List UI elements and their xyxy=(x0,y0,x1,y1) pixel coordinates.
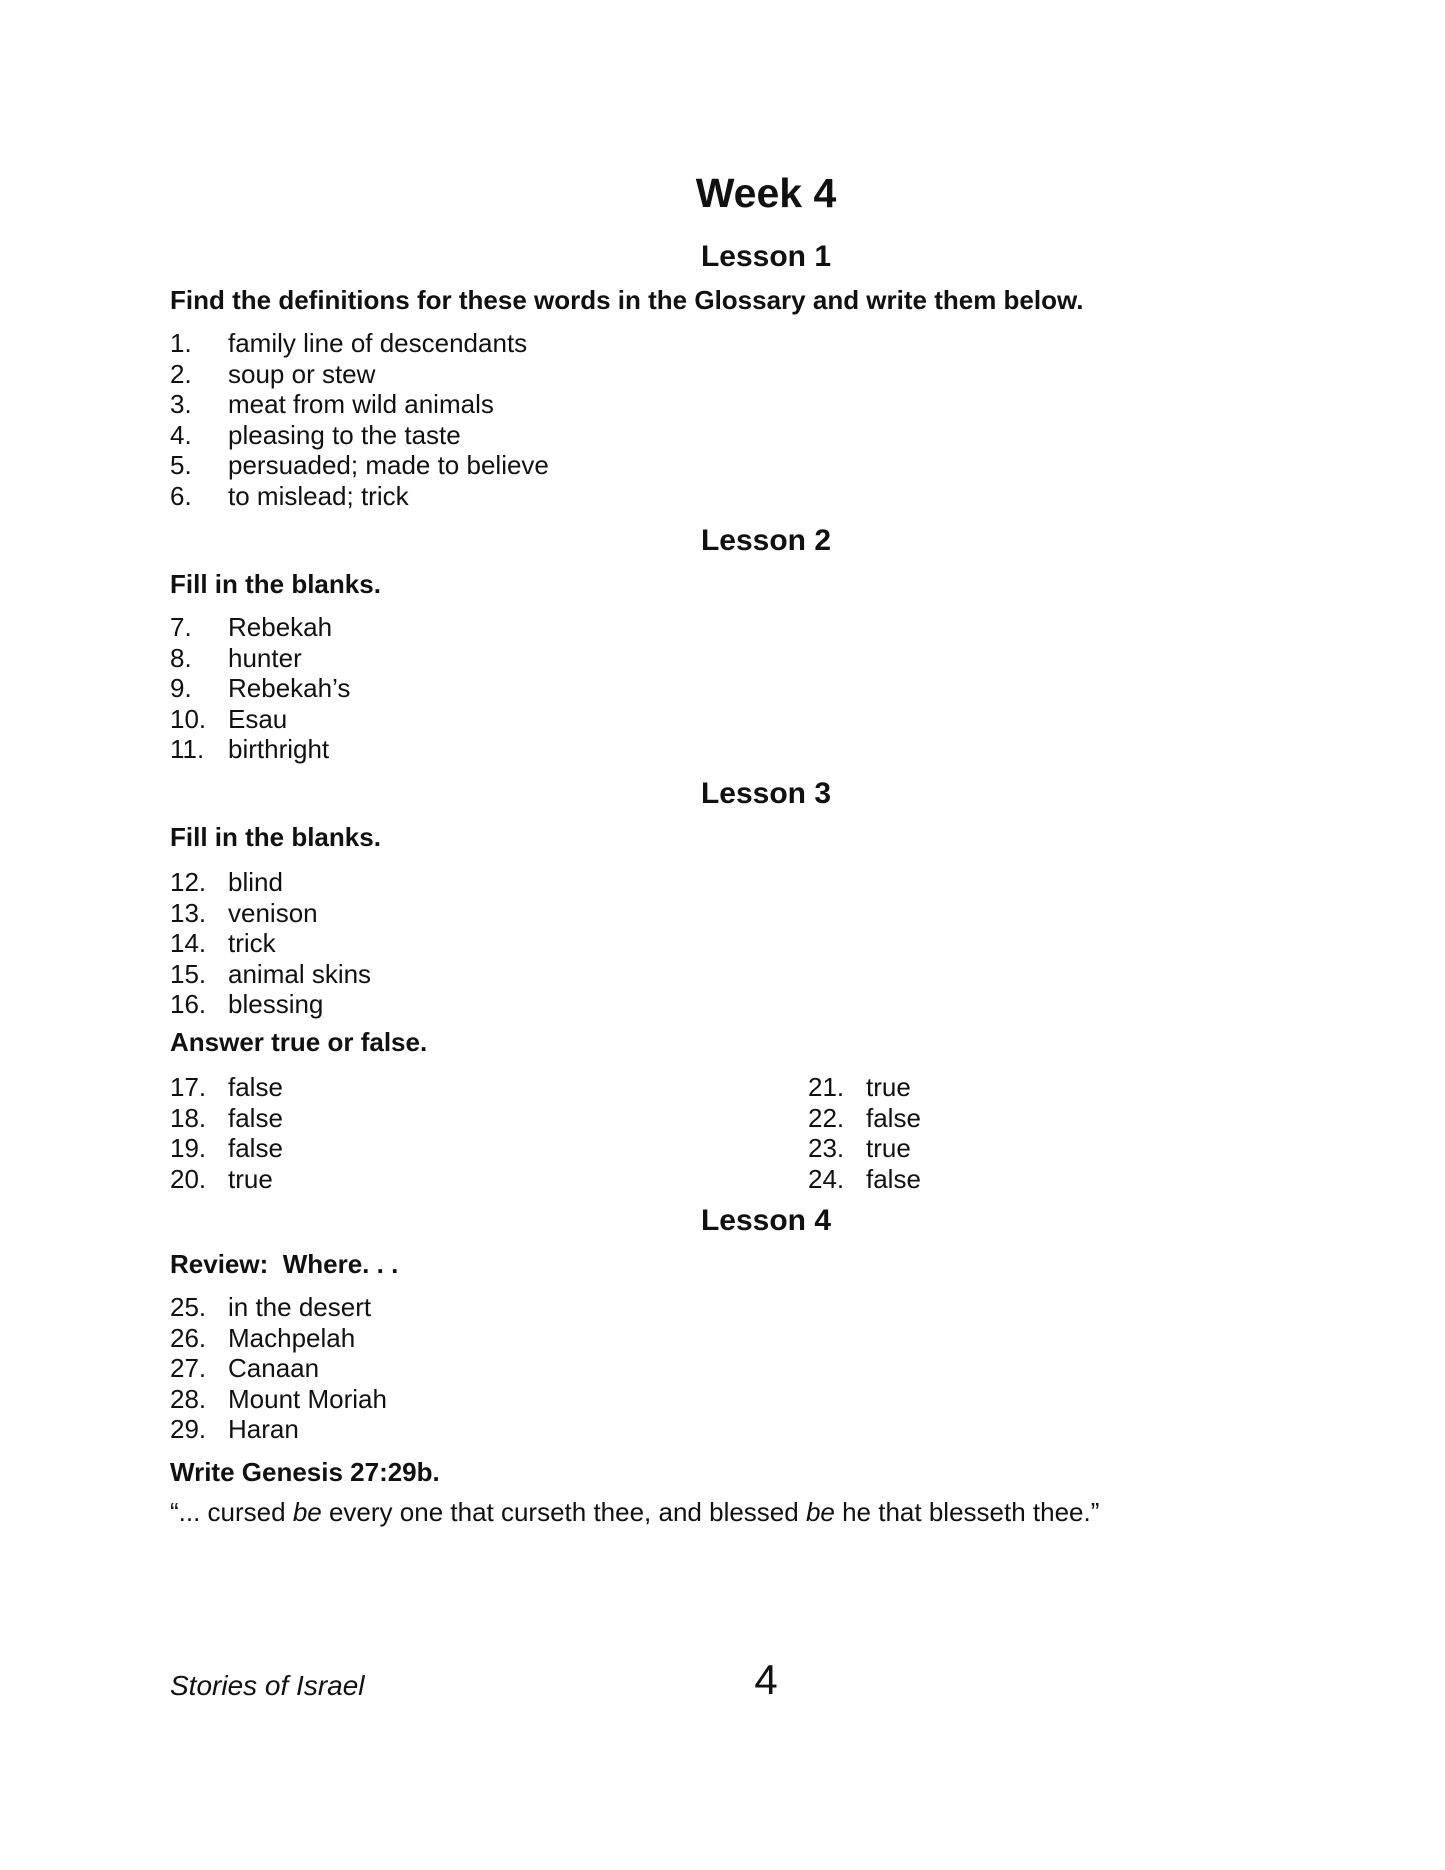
item-text: in the desert xyxy=(228,1292,372,1322)
review-where-instruction: Review: Where. . . xyxy=(170,1249,399,1279)
item-number: 16. xyxy=(170,989,207,1019)
item-number: 3. xyxy=(170,389,192,419)
list-item xyxy=(170,1164,283,1195)
item-number: 24. xyxy=(808,1163,845,1194)
item-text: false xyxy=(866,1102,921,1133)
item-number: 26. xyxy=(170,1322,207,1353)
quote-text: he that blesseth thee.” xyxy=(834,1497,1100,1527)
lesson-3-answer-list xyxy=(170,867,371,1020)
list-item xyxy=(170,704,350,735)
item-number: 10. xyxy=(170,703,207,734)
list-item xyxy=(170,734,350,765)
item-text: birthright xyxy=(228,734,330,764)
item-number: 15. xyxy=(170,958,207,989)
item-text: true xyxy=(228,1163,273,1194)
footer-book-title: Stories of Israel xyxy=(170,1670,365,1701)
list-item xyxy=(170,1323,387,1354)
item-text: Machpelah xyxy=(228,1322,356,1353)
item-text: blessing xyxy=(228,989,324,1019)
write-genesis-instruction: Write Genesis 27:29b. xyxy=(170,1457,440,1487)
item-text: Canaan xyxy=(228,1353,320,1383)
lesson-3-instruction: Fill in the blanks. xyxy=(170,822,381,852)
list-item xyxy=(170,328,549,359)
lesson-1-instruction: Find the definitions for these words in the Glossary and write them below. xyxy=(170,285,1084,315)
item-text: Rebekah xyxy=(228,612,333,642)
item-number: 27. xyxy=(170,1353,207,1383)
quote-emphasis: be xyxy=(292,1497,322,1527)
list-item xyxy=(170,481,549,512)
item-number: 29. xyxy=(170,1414,207,1444)
list-item xyxy=(170,1133,283,1164)
list-item xyxy=(170,612,350,643)
list-item xyxy=(170,1103,283,1134)
list-item xyxy=(170,643,350,674)
lesson-3-heading: Lesson 3 xyxy=(700,777,832,810)
lesson-2-answer-list xyxy=(170,612,350,765)
item-number: 13. xyxy=(170,897,207,928)
item-text: persuaded; made to believe xyxy=(228,450,549,480)
item-text: pleasing to the taste xyxy=(228,419,461,450)
item-number: 28. xyxy=(170,1383,207,1414)
lesson-1-heading: Lesson 1 xyxy=(700,240,832,273)
item-text: soup or stew xyxy=(228,358,376,389)
week-title: Week 4 xyxy=(695,170,837,216)
list-item xyxy=(170,1072,283,1103)
lesson-4-heading: Lesson 4 xyxy=(700,1204,832,1237)
item-text: false xyxy=(228,1102,283,1133)
lesson-2-instruction: Fill in the blanks. xyxy=(170,569,381,599)
item-text: false xyxy=(866,1163,921,1194)
item-number: 8. xyxy=(170,642,192,673)
item-number: 21. xyxy=(808,1072,845,1102)
list-item xyxy=(170,1292,387,1323)
lesson-2-heading: Lesson 2 xyxy=(700,524,832,557)
item-number: 7. xyxy=(170,612,192,642)
item-text: animal skins xyxy=(228,958,372,989)
item-text: to mislead; trick xyxy=(228,480,409,511)
list-item xyxy=(170,867,371,898)
item-number: 22. xyxy=(808,1102,845,1133)
item-text: venison xyxy=(228,897,318,928)
quote-emphasis: be xyxy=(805,1497,835,1527)
true-false-left-column xyxy=(170,1072,283,1194)
list-item xyxy=(170,959,371,990)
item-text: Haran xyxy=(228,1414,299,1444)
true-false-instruction: Answer true or false. xyxy=(170,1027,428,1057)
item-number: 6. xyxy=(170,480,192,511)
page-content xyxy=(170,0,1362,1870)
item-text: false xyxy=(228,1133,283,1163)
list-item xyxy=(170,673,350,704)
item-text: hunter xyxy=(228,642,302,673)
item-text: blind xyxy=(228,867,283,897)
footer-page-number: 4 xyxy=(754,1656,778,1703)
item-number: 25. xyxy=(170,1292,207,1322)
lesson-1-answer-list xyxy=(170,328,549,511)
item-number: 4. xyxy=(170,419,192,450)
item-number: 1. xyxy=(170,328,192,358)
list-item xyxy=(170,1414,387,1445)
item-number: 11. xyxy=(170,734,205,764)
list-item xyxy=(170,389,549,420)
item-number: 23. xyxy=(808,1133,845,1163)
list-item xyxy=(170,898,371,929)
lesson-4-answer-list xyxy=(170,1292,387,1445)
item-text: Mount Moriah xyxy=(228,1383,387,1414)
list-item xyxy=(170,450,549,481)
list-item xyxy=(170,420,549,451)
item-text: Esau xyxy=(228,703,288,734)
item-text: true xyxy=(866,1133,911,1163)
list-item xyxy=(170,359,549,390)
item-number: 14. xyxy=(170,928,207,958)
item-number: 20. xyxy=(170,1163,207,1194)
quote-text: every one that curseth thee, and blessed xyxy=(321,1497,806,1527)
item-text: trick xyxy=(228,928,276,958)
item-number: 9. xyxy=(170,673,192,703)
list-item xyxy=(170,1384,387,1415)
list-item xyxy=(808,1103,921,1134)
item-text: Rebekah’s xyxy=(228,673,351,703)
list-item xyxy=(170,989,371,1020)
list-item xyxy=(808,1164,921,1195)
item-number: 19. xyxy=(170,1133,207,1163)
quote-text: “... cursed xyxy=(170,1497,293,1527)
list-item xyxy=(170,1353,387,1384)
list-item xyxy=(808,1072,921,1103)
item-number: 5. xyxy=(170,450,192,480)
item-text: true xyxy=(866,1072,911,1102)
item-number: 17. xyxy=(170,1072,207,1102)
item-text: false xyxy=(228,1072,283,1102)
verse-quote xyxy=(170,1497,1099,1528)
list-item xyxy=(808,1133,921,1164)
list-item xyxy=(170,928,371,959)
true-false-right-column xyxy=(808,1072,921,1194)
item-number: 2. xyxy=(170,358,192,389)
item-text: family line of descendants xyxy=(228,328,528,358)
item-number: 12. xyxy=(170,867,207,897)
item-number: 18. xyxy=(170,1102,207,1133)
item-text: meat from wild animals xyxy=(228,389,494,419)
